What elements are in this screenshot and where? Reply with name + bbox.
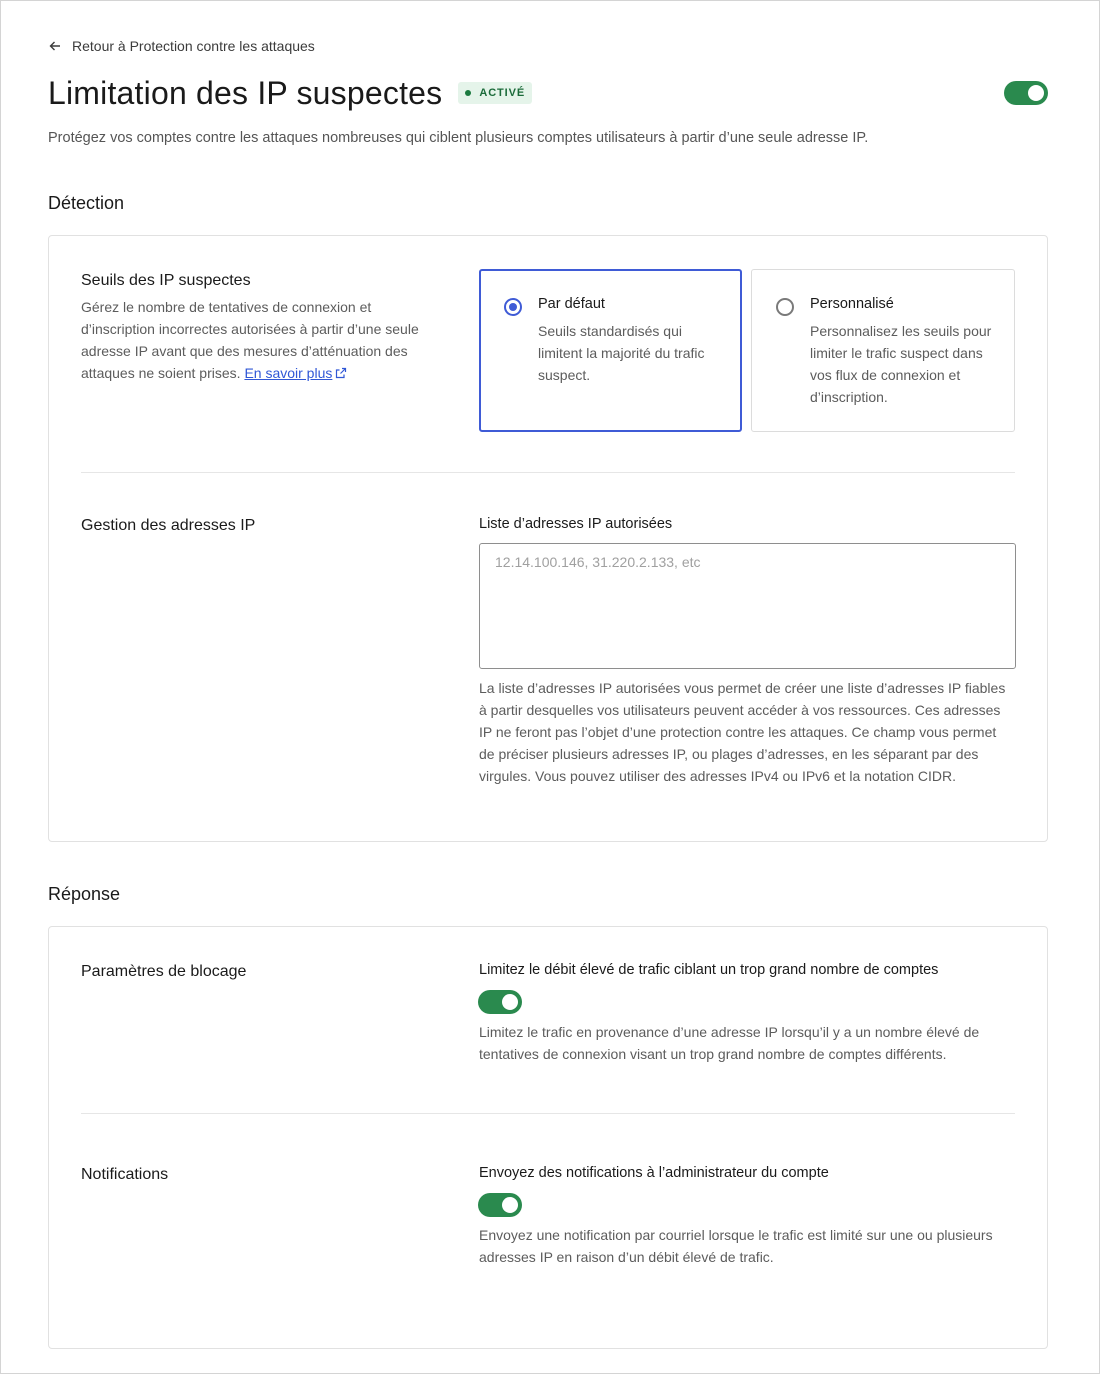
- title-row: [48, 73, 1048, 113]
- thresholds-title: Seuils des IP suspectes: [81, 272, 251, 289]
- learn-more-label: En savoir plus: [244, 365, 333, 381]
- section-heading-response: Réponse: [48, 884, 121, 904]
- radio-selected-icon: [504, 298, 522, 316]
- thresholds-description: [81, 296, 443, 384]
- option-custom-description: Personnalisez les seuils pour limiter le trafic suspect dans vos flux de connexion et d’inscription.: [810, 323, 992, 405]
- notifications-title: Notifications: [81, 1166, 169, 1183]
- divider: [81, 472, 1015, 473]
- toggle-knob: [502, 1197, 518, 1213]
- thresholds-description-text: Gérez le nombre de tentatives de connexion et d’inscription incorrectes autorisées à partir d’une seule adresse IP avant que des mesures d’atténuation des attaques ne soient prises.: [81, 299, 419, 381]
- ip-management-title: Gestion des adresses IP: [81, 517, 256, 534]
- detection-card: [48, 235, 1048, 842]
- status-badge: [458, 82, 532, 104]
- threshold-option-default[interactable]: [479, 269, 742, 432]
- option-default-description: Seuils standardisés qui limitent la majorité du trafic suspect.: [538, 323, 705, 383]
- notifications-help: Envoyez une notification par courriel lorsque le trafic est limité sur une ou plusieurs adresses IP en raison d’un débit élevé de trafic.: [479, 1227, 993, 1265]
- back-link[interactable]: [48, 38, 315, 54]
- toggle-knob: [502, 994, 518, 1010]
- response-card: [48, 926, 1048, 1349]
- radio-unselected-icon: [776, 298, 794, 316]
- external-link-icon: [335, 367, 347, 379]
- back-link-label: Retour à Protection contre les attaques: [72, 38, 315, 54]
- page-description: Protégez vos comptes contre les attaques nombreuses qui ciblent plusieurs comptes utilisateurs à partir d’une seule adresse IP.: [48, 130, 869, 146]
- feature-enabled-toggle[interactable]: [1004, 81, 1048, 105]
- arrow-left-icon: [48, 39, 62, 53]
- blocking-setting-label: Limitez le débit élevé de trafic ciblant un trop grand nombre de comptes: [479, 962, 939, 978]
- learn-more-link[interactable]: [244, 365, 347, 381]
- blocking-toggle[interactable]: [478, 990, 522, 1014]
- status-dot-icon: [465, 90, 471, 96]
- ip-allowlist-help: La liste d’adresses IP autorisées vous permet de créer une liste d’adresses IP fiables à partir desquelles vos utilisateurs peuvent accéder à vos ressources. Ces adresses IP ne feront pas l’objet d’une protection contre les attaques. Ce champ vous permet de préciser plusieurs adresses IP, ou plages d’adresses, en les séparant par des virgules. Vous pouvez utiliser des adresses IPv4 ou IPv6 et la notation CIDR.: [479, 680, 1006, 784]
- ip-allowlist-label: Liste d’adresses IP autorisées: [479, 516, 673, 532]
- notifications-setting-label: Envoyez des notifications à l’administrateur du compte: [479, 1165, 829, 1181]
- option-custom-title: Personnalisé: [810, 296, 894, 312]
- threshold-option-custom[interactable]: [751, 269, 1015, 432]
- ip-allowlist-input[interactable]: [479, 543, 1016, 669]
- toggle-knob: [1028, 85, 1044, 101]
- blocking-help: Limitez le trafic en provenance d’une adresse IP lorsqu’il y a un nombre élevé de tentatives de connexion visant un trop grand nombre de comptes différents.: [479, 1024, 980, 1062]
- blocking-title: Paramètres de blocage: [81, 963, 247, 980]
- notifications-toggle[interactable]: [478, 1193, 522, 1217]
- status-badge-label: ACTIVÉ: [479, 87, 526, 99]
- page-title: Limitation des IP suspectes: [48, 74, 443, 111]
- divider: [81, 1113, 1015, 1114]
- section-heading-detection: Détection: [48, 193, 125, 213]
- option-default-title: Par défaut: [538, 296, 605, 312]
